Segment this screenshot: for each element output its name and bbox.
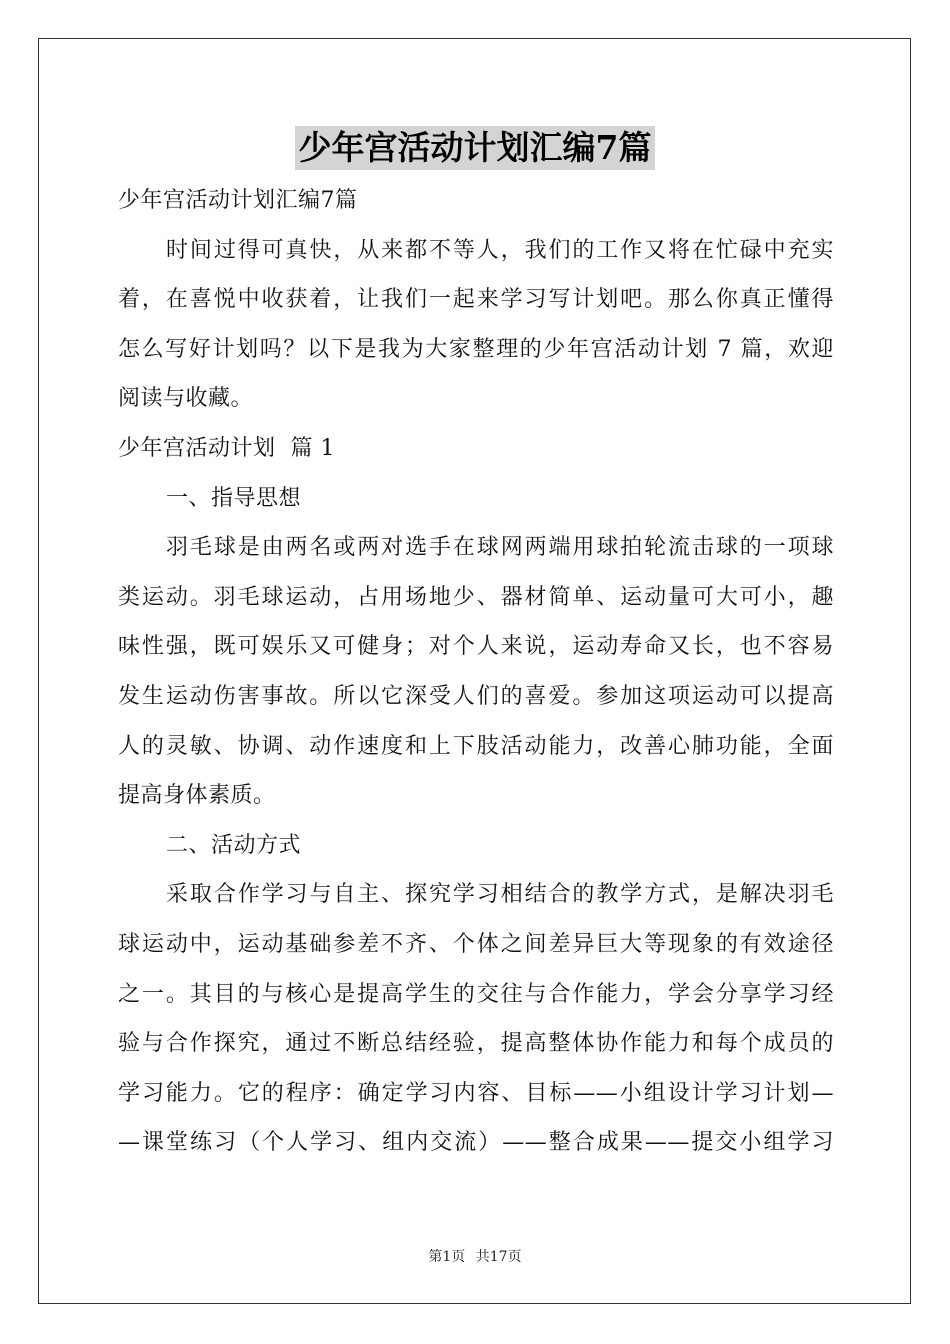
paragraph-line: 味性强，既可娱乐又可健身；对个人来说，运动寿命又长，也不容易: [118, 634, 834, 660]
paragraph-line: 怎么写好计划吗？以下是我为大家整理的少年宫活动计划 7 篇，欢迎: [118, 336, 834, 362]
document-title-text: 少年宫活动计划汇编7篇: [295, 126, 656, 170]
paragraph-line: 验与合作探究，通过不断总结经验，提高整体协作能力和每个成员的: [118, 1031, 834, 1057]
paragraph-line: 时间过得可真快，从来都不等人，我们的工作又将在忙碌中充实: [166, 237, 834, 263]
paragraph-line: —课堂练习（个人学习、组内交流）——整合成果——提交小组学习: [118, 1130, 834, 1156]
intro-paragraph: [118, 226, 834, 424]
page-total: 共17页: [475, 1249, 522, 1265]
paragraph-line: 着，在喜悦中收获着，让我们一起来学习写计划吧。那么你真正懂得: [118, 287, 834, 313]
page-number: 第1页: [428, 1249, 466, 1265]
paragraph-line: 人的灵敏、协调、动作速度和上下肢活动能力，改善心肺功能，全面: [118, 733, 834, 759]
section-heading-guiding-thought: 一、指导思想: [166, 485, 302, 511]
document-body: [118, 176, 834, 1168]
section-title: 少年宫活动计划 篇 1: [118, 435, 335, 461]
paragraph-line: 之一。其目的与核心是提高学生的交往与合作能力，学会分享学习经: [118, 981, 834, 1007]
paragraph-guiding-thought: [118, 523, 834, 821]
paragraph-line: 提高身体素质。: [118, 783, 276, 809]
paragraph-line: 发生运动伤害事故。所以它深受人们的喜爱。参加这项运动可以提高: [118, 683, 834, 709]
document-subtitle: 少年宫活动计划汇编7篇: [118, 188, 358, 213]
section-heading-activity-method: 二、活动方式: [166, 832, 302, 858]
paragraph-line: 类运动。羽毛球运动，占用场地少、器材简单、运动量可大可小，趣: [118, 584, 834, 610]
document-title: [0, 126, 950, 170]
page-footer: [0, 1246, 950, 1266]
paragraph-line: 学习能力。它的程序：确定学习内容、目标——小组设计学习计划—: [118, 1080, 834, 1106]
paragraph-line: 球运动中，运动基础参差不齐、个体之间差异巨大等现象的有效途径: [118, 931, 834, 957]
paragraph-line: 阅读与收藏。: [118, 386, 254, 412]
paragraph-line: 采取合作学习与自主、探究学习相结合的教学方式，是解决羽毛: [166, 882, 834, 908]
paragraph-line: 羽毛球是由两名或两对选手在球网两端用球拍轮流击球的一项球: [166, 535, 834, 561]
paragraph-activity-method: [118, 870, 834, 1168]
